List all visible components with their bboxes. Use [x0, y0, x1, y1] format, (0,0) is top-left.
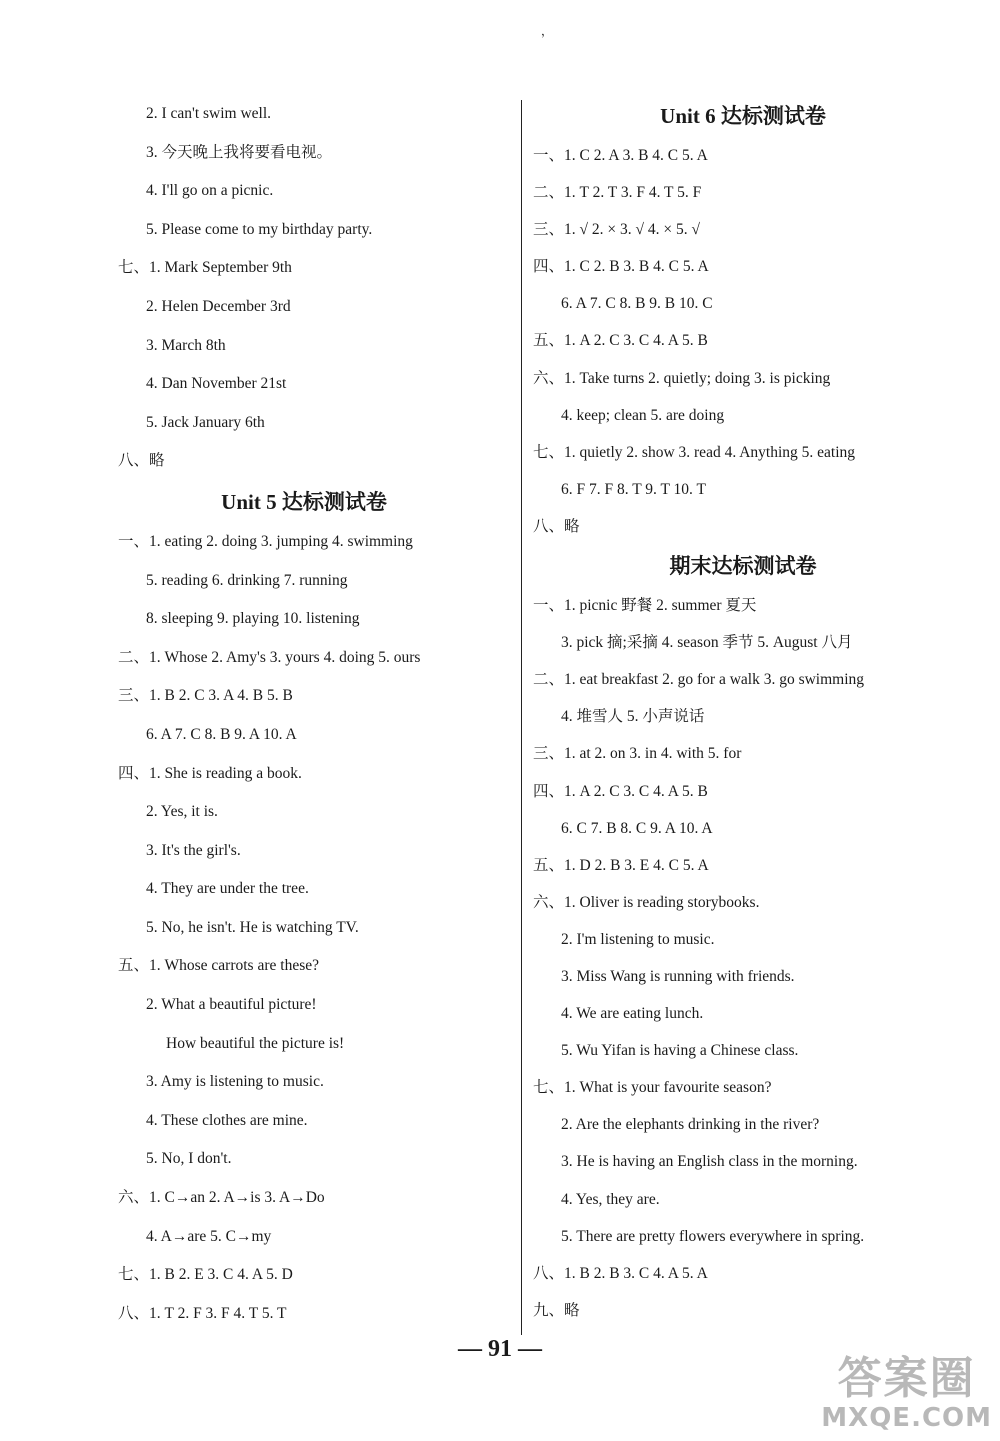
answer-line: 4. Yes, they are.: [561, 1190, 660, 1208]
answer-line: 五、1. D 2. B 3. E 4. C 5. A: [533, 856, 709, 874]
answer-line: 九、略: [533, 1301, 580, 1319]
answer-line: 3. 今天晚上我将要看电视。: [146, 143, 333, 161]
answer-line: 四、1. A 2. C 3. C 4. A 5. B: [533, 782, 708, 800]
answer-line: 4. keep; clean 5. are doing: [561, 406, 725, 424]
answer-line: 3. pick 摘;采摘 4. season 季节 5. August 八月: [561, 634, 853, 652]
answer-line: 6. C 7. B 8. C 9. A 10. A: [561, 819, 713, 837]
answer-line: 4. Dan November 21st: [146, 375, 287, 393]
answer-line: 3. He is having an English class in the morning.: [561, 1153, 858, 1171]
answer-line: 5. No, he isn't. He is watching TV.: [146, 918, 359, 936]
answer-line: 5. Please come to my birthday party.: [146, 220, 373, 238]
watermark-logo: [821, 1355, 992, 1433]
answer-line: 5. reading 6. drinking 7. running: [146, 571, 348, 589]
answer-line: 2. What a beautiful picture!: [146, 996, 317, 1014]
answer-line: 三、1. √ 2. × 3. √ 4. × 5. √: [533, 221, 701, 239]
answer-line: 一、1. eating 2. doing 3. jumping 4. swimming: [118, 532, 413, 550]
left-column: [118, 95, 498, 1333]
answer-line: 五、1. A 2. C 3. C 4. A 5. B: [533, 332, 708, 350]
answer-line: 4. We are eating lunch.: [561, 1005, 704, 1023]
page-number: — 91 —: [458, 1336, 542, 1362]
watermark-url: MXQE.COM: [821, 1403, 992, 1433]
answer-line: 八、1. T 2. F 3. F 4. T 5. T: [118, 1304, 287, 1322]
answer-line: 七、1. What is your favourite season?: [533, 1079, 772, 1097]
answer-line: 八、略: [118, 452, 165, 470]
answer-line: 4. They are under the tree.: [146, 880, 309, 898]
answer-line: 4. A→are 5. C→my: [146, 1227, 272, 1245]
answer-line: 5. Wu Yifan is having a Chinese class.: [561, 1042, 799, 1060]
answer-line: 六、1. Take turns 2. quietly; doing 3. is picking: [533, 369, 831, 387]
answer-line: 七、1. Mark September 9th: [118, 259, 292, 277]
answer-line: 6. A 7. C 8. B 9. A 10. A: [146, 725, 297, 743]
top-mark: ，: [541, 24, 554, 38]
answer-line: 6. A 7. C 8. B 9. B 10. C: [561, 295, 713, 313]
answer-line: 三、1. B 2. C 3. A 4. B 5. B: [118, 687, 293, 705]
right-column: [533, 95, 953, 1329]
answer-line: 5. Jack January 6th: [146, 413, 265, 431]
answer-line: 2. Are the elephants drinking in the river?: [561, 1116, 820, 1134]
answer-line: 2. I'm listening to music.: [561, 930, 715, 948]
answer-line: 八、略: [533, 517, 580, 535]
answer-line: 三、1. at 2. on 3. in 4. with 5. for: [533, 745, 742, 763]
answer-line: 七、1. B 2. E 3. C 4. A 5. D: [118, 1266, 293, 1284]
answer-line: 6. F 7. F 8. T 9. T 10. T: [561, 480, 706, 498]
answer-line: 2. Helen December 3rd: [146, 297, 291, 315]
answer-line: 八、1. B 2. B 3. C 4. A 5. A: [533, 1264, 708, 1282]
answer-line: 4. 堆雪人 5. 小声说话: [561, 708, 705, 726]
answer-line: 5. No, I don't.: [146, 1150, 232, 1168]
answer-line: 一、1. picnic 野餐 2. summer 夏天: [533, 597, 757, 615]
answer-line: 3. It's the girl's.: [146, 841, 241, 859]
answer-line: 六、1. C→an 2. A→is 3. A→Do: [118, 1189, 325, 1207]
answer-line: 3. March 8th: [146, 336, 226, 354]
answer-line: 4. I'll go on a picnic.: [146, 182, 274, 200]
answer-line: 2. I can't swim well.: [146, 105, 272, 122]
answer-line: 4. These clothes are mine.: [146, 1111, 308, 1129]
answer-line: 8. sleeping 9. playing 10. listening: [146, 610, 360, 628]
section-heading: Unit 6 达标测试卷: [660, 104, 826, 128]
section-heading: Unit 5 达标测试卷: [221, 489, 387, 514]
answer-line: 二、1. Whose 2. Amy's 3. yours 4. doing 5. ours: [118, 648, 421, 666]
answer-line: 五、1. Whose carrots are these?: [118, 957, 319, 975]
answer-line: How beautiful the picture is!: [166, 1034, 345, 1052]
answer-line: 七、1. quietly 2. show 3. read 4. Anything 5. eating: [533, 443, 856, 461]
answer-line: 5. There are pretty flowers everywhere in spring.: [561, 1227, 865, 1245]
column-divider: [521, 100, 522, 1335]
answer-line: 一、1. C 2. A 3. B 4. C 5. A: [533, 147, 708, 164]
answer-line: 四、1. C 2. B 3. B 4. C 5. A: [533, 258, 709, 276]
watermark-title: 答案圈: [837, 1353, 976, 1404]
answer-line: 六、1. Oliver is reading storybooks.: [533, 893, 760, 911]
answer-line: 二、1. eat breakfast 2. go for a walk 3. go swimming: [533, 671, 865, 689]
answer-line: 四、1. She is reading a book.: [118, 764, 302, 782]
answer-line: 2. Yes, it is.: [146, 803, 218, 821]
answer-line: 二、1. T 2. T 3. F 4. T 5. F: [533, 184, 702, 202]
answer-line: 3. Miss Wang is running with friends.: [561, 967, 795, 985]
answer-line: 3. Amy is listening to music.: [146, 1073, 324, 1091]
section-heading: 期末达标测试卷: [669, 554, 817, 579]
